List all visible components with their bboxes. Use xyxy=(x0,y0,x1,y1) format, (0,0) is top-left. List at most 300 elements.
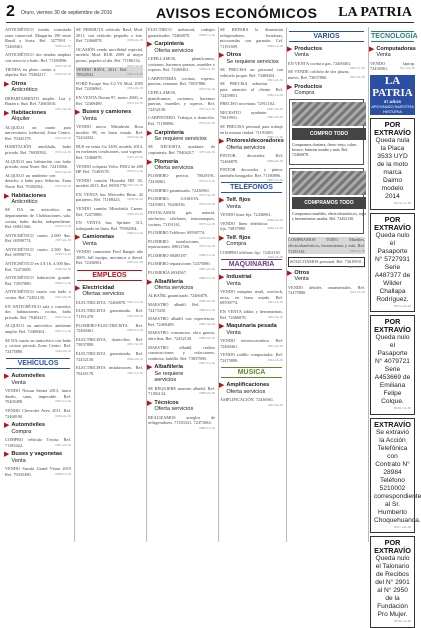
ad-code: 0963-2A-30 xyxy=(127,314,143,319)
ad-code: 1002-3A-30 xyxy=(267,314,283,319)
ad-code: 0993-3A-30 xyxy=(267,106,283,111)
ad-text: SOLICITAMOS personal. Ref. 73619931. xyxy=(290,259,363,265)
section-label xyxy=(11,81,37,94)
ad-code: 0999-1A-30 xyxy=(267,226,283,231)
ad-text: VENDO rodillo compactador. Ref. 72475880. xyxy=(220,352,283,363)
section-category: Productos xyxy=(294,83,323,90)
classified-ad xyxy=(76,144,143,161)
classified-ad xyxy=(76,27,143,44)
ad-text: PINTOR, decorador. Ref. 72466878. xyxy=(220,152,283,164)
ad-text: FORD Escape Sea 3.0 V6 Mod. 2005 Ref. 72436961. xyxy=(76,80,143,92)
ad-text: PRECISO secretaria. 72911102. xyxy=(220,101,276,107)
ad-text: VENDO Chevrolet Aveo 2011. Ref. 72468190. xyxy=(5,407,71,419)
section-heading xyxy=(287,84,366,97)
section-heading xyxy=(219,52,284,65)
ad-code: 1003-2A-30 xyxy=(267,343,283,348)
section-category: Industrial xyxy=(226,274,252,281)
ad-text: OCASIÓN vendo movilidad especial, modelo Mod. RUK 2009 al mejor postor, papeles al día. Ref. 71186134. xyxy=(76,46,143,63)
ad-code: 0933-1A-30 xyxy=(55,149,71,154)
classified-ad xyxy=(220,249,283,260)
classified-ad xyxy=(288,257,365,267)
ad-code: 0987-1A-30 xyxy=(199,361,215,366)
ad-photo-icon xyxy=(292,102,366,126)
category-header: MÚSICA xyxy=(221,367,282,378)
ad-code: 0971-1A-30 xyxy=(199,106,215,111)
ad-text: PLOMERO instalaciones, reparaciones. 69611566. xyxy=(148,238,200,250)
ad-text: EN ANTICRÉTICO sala y comedor, dos habitaciones, cocina, baño privado. Ref. 79404217. xyxy=(5,303,71,320)
ad-text: VENDO máquina textil, overlock, recta, en buen estado. Ref. 69590774. xyxy=(220,289,283,306)
photo-ad-headline: COMPRO TODO xyxy=(292,128,366,140)
section-category: Buses y camiones xyxy=(82,109,132,116)
column-4 xyxy=(218,27,284,542)
ad-code: 1001-1A-30 xyxy=(267,300,283,305)
notice-title: POR EXTRAVÍO xyxy=(374,214,411,232)
classified-ad xyxy=(220,123,283,140)
classified-ad xyxy=(5,408,71,419)
ad-text: SE DA cuarto en anticrético con baño y cocina privado Zona Centro. Ref. 72475880. xyxy=(5,337,71,354)
section-type: Oferta servicios xyxy=(154,406,194,413)
ad-code: 0949-2A-30 xyxy=(127,38,143,43)
classified-ad xyxy=(76,323,143,334)
section-category: Plomería xyxy=(154,158,179,165)
section-label xyxy=(154,364,199,383)
section-heading xyxy=(75,234,127,247)
section-heading xyxy=(147,279,199,292)
section-type: Oferta servicios xyxy=(226,144,266,151)
ad-text: VENDO Suzuki Grand Vitara 2010 Ref. 79435490. xyxy=(5,465,71,477)
section-label xyxy=(294,270,309,283)
classified-ad xyxy=(148,344,215,366)
classified-ad xyxy=(76,124,143,141)
ad-code: 0938-1A-30 xyxy=(55,252,71,257)
ad-text: ALBAÑIL garantizado. 72466878. xyxy=(148,293,209,299)
section-category: Habitaciones xyxy=(11,192,47,199)
classified-ad xyxy=(220,67,283,83)
classified-ad xyxy=(220,212,283,222)
section-type: Compra xyxy=(294,90,315,96)
classified-ad xyxy=(5,125,71,142)
category-header: EMPLEOS xyxy=(77,270,142,281)
classified-ad xyxy=(220,27,283,49)
ad-code: 0978-2A-30 xyxy=(199,235,215,240)
classified-ad xyxy=(76,249,143,266)
section-label xyxy=(294,84,322,97)
section-bullet-icon: ▶ xyxy=(287,45,293,53)
section-label xyxy=(82,285,124,298)
ad-text: PLOMERO garantizado. 72436961. xyxy=(148,187,211,193)
ad-code: 0935-2A-30 xyxy=(55,183,71,188)
section-type: Anticrético xyxy=(11,198,38,205)
section-heading xyxy=(4,451,72,464)
ad-text: PLOMERO 68485187. xyxy=(148,252,188,258)
notice-body: Queda nulo el Talonario de Recibos del N° 2901 al N° 2950 de la Fundación Pro Mujer. xyxy=(375,555,410,619)
ad-text: PLOMERO, GASISTA. 72459851, 76436536. xyxy=(148,196,200,207)
ad-code: 0998-2A-30 xyxy=(267,217,283,222)
ad-code: 0984-1A-30 xyxy=(199,307,215,312)
section-type: Se requiere servicios xyxy=(154,370,184,384)
ad-text: VENDO camioneta Ford Ranger año 2009, full equipo, mecánica a diesel. Ref. 72436961. xyxy=(76,249,143,266)
ad-text: ELECTRICISTA, domicilios. Ref. 73837880. xyxy=(76,336,143,348)
section-category: Técnicos xyxy=(154,399,179,406)
section-type: Se requiere servicios xyxy=(226,58,279,65)
ad-code: 0955-2A-30 xyxy=(127,154,143,159)
section-heading xyxy=(147,364,199,383)
ad-code: 0980-1A-30 xyxy=(199,252,215,257)
ad-code: 0953-1A-30 xyxy=(127,100,143,105)
section-label xyxy=(11,110,46,123)
section-bullet-icon: ▶ xyxy=(287,268,293,277)
ad-text: ELECTRICISTA instalaciones. Ref. 70445178. xyxy=(76,365,143,376)
ad-text: ALQUILO una habitación con baño privado, zona Norte. Ref. 72413866. xyxy=(5,158,71,170)
ad-code: 1010-1A-30 xyxy=(349,290,365,295)
ad-text: ANTICRÉTICO cuarto 2.500 $us. Ref. 69590774. xyxy=(5,246,71,258)
section-bullet-icon: ▶ xyxy=(287,82,293,91)
section-type: Venta xyxy=(226,203,241,210)
section-heading xyxy=(4,81,72,94)
section-heading xyxy=(147,41,216,54)
section-category: Amplificaciones xyxy=(226,382,270,389)
classified-ad xyxy=(5,144,71,155)
ad-text: VENDO línea telefónica fija. 73837880. xyxy=(220,220,268,232)
ad-text: EN VENTA Nissan 97, motor 2000, a. Ref. 72469489. xyxy=(76,94,143,106)
ad-code: 0967-1A-30 xyxy=(127,370,143,375)
section-label xyxy=(226,323,276,336)
classified-ad xyxy=(148,414,215,430)
ad-code: 0979-3A-30 xyxy=(199,244,215,249)
section-type: Venta xyxy=(11,379,26,386)
notice-code: 0915-2A-30 xyxy=(393,303,411,308)
section-type: Anticrético xyxy=(11,87,38,94)
section-heading xyxy=(4,422,72,435)
ad-text: VENDO Nissan Sentra 2013, único dueño, sano, impecable. Ref. 70405498. xyxy=(5,388,71,405)
column-6 xyxy=(368,27,421,624)
classified-ad xyxy=(148,56,215,73)
column-2 xyxy=(74,27,144,542)
section-heading xyxy=(219,382,284,395)
classified-ad xyxy=(220,153,283,164)
classified-ad xyxy=(76,164,143,175)
notice-body: Queda nula la Placa 3533 UYD de la moto marca Daimo modelo 2014 xyxy=(375,137,410,200)
ad-code: 0944-2A-30 xyxy=(55,348,71,353)
notice-body: Se extravió la Acción Telefónica con Contrato N° 28984 Teléfono 5210002 correspondiente al Sr. Humberto Choquehuanca. xyxy=(374,428,421,524)
section-bullet-icon: ▶ xyxy=(219,273,225,282)
ad-code: 0968-1A-30 xyxy=(199,32,215,37)
ad-text: VENDO RAV4, 2011. Ref. 70924541. xyxy=(76,66,128,78)
section-label xyxy=(154,130,206,143)
section-heading xyxy=(219,197,284,210)
section-label xyxy=(154,41,193,54)
section-category: Otros xyxy=(294,269,310,276)
section-bullet-icon: ▶ xyxy=(4,108,10,117)
ad-text: EN VENTA tablas y herramientas. Ref. 72466878. xyxy=(220,308,283,320)
section-label xyxy=(154,159,193,172)
ad-text: ELECTRICISTA. 72466878. xyxy=(76,299,127,305)
ad-code: 0964-1A-30 xyxy=(127,328,143,333)
classified-ad xyxy=(5,247,71,258)
section-type: Venta xyxy=(294,52,309,59)
ad-code: 0954-3A-30 xyxy=(127,135,143,140)
ad-text: SE PRECISA personal para trabajo en la misma ciudad. 71191609. xyxy=(220,123,283,135)
ad-code: 0992-1A-30 xyxy=(267,92,283,97)
ad-text: MAESTRO constructor, obra gruesa, obra fina. Ref. 72452130. xyxy=(148,330,215,342)
ad-code: 0950-3A-30 xyxy=(127,63,143,68)
classified-ad xyxy=(220,167,283,183)
ad-code: 0940-1A-30 xyxy=(55,280,71,285)
ad-text: EN VENTA bus Sprinter 313, trabajando en línea. Ref. 79392504. xyxy=(76,220,143,231)
notice-code: 0914-1A-30 xyxy=(393,201,411,205)
classified-ad xyxy=(148,144,215,155)
section-bullet-icon: ▶ xyxy=(147,128,153,137)
ad-text: COMPRO teléfono fijo. 72452130. xyxy=(220,249,281,255)
ad-text: ALQUILO un cuarto para universitario (señorita) Zona Centro. Ref. 70445178. xyxy=(5,124,71,141)
classified-ad xyxy=(148,75,215,91)
ad-code: 0951-1A-30 xyxy=(127,72,143,77)
ad-code: 0946-2A-30 xyxy=(55,413,71,418)
ad-text: PINTOR decorador y pintor, también fumigador. Ref. 71180896. xyxy=(220,167,283,178)
section-type: Venta xyxy=(226,329,241,336)
section-heading xyxy=(219,235,284,248)
ad-code: 0973-2A-30 xyxy=(199,149,215,154)
classified-ad xyxy=(370,61,415,72)
section-label xyxy=(154,279,193,292)
section-category: Carpintería xyxy=(154,41,184,48)
ad-code: 0977-1A-30 xyxy=(199,221,215,226)
ad-code: 0929-3A-30 xyxy=(55,63,71,68)
photo-ad xyxy=(289,168,364,234)
classified-ad xyxy=(220,338,283,349)
section-category: Albañilería xyxy=(154,364,183,371)
ad-code: 0991-2A-30 xyxy=(267,78,283,83)
ad-code: 0972-2A-30 xyxy=(199,120,215,125)
category-header: TELÉFONOS xyxy=(221,182,282,193)
ad-code: 0981-2A-30 xyxy=(199,267,215,272)
section-bullet-icon: ▶ xyxy=(219,51,225,60)
ad-text: INSTALAMOS gas natural, artefactos, calefones, termotanques, cocinas. 71191161. xyxy=(148,210,215,227)
section-type: Oferta servicios xyxy=(154,285,194,292)
ad-text: HABITACIÓN amoblada, baño privado. Ref. 76928392. xyxy=(5,144,71,155)
category-header: VARIOS xyxy=(289,31,364,42)
ad-text: REALIZAMOS arreglos de refrigeradores. 71183331, 72471684. xyxy=(148,414,215,426)
ad-text: ANTICRÉTICO cuarto con baño y cocina. Ref. 72452130. xyxy=(5,289,71,301)
classified-ad xyxy=(76,337,143,348)
classified-ad xyxy=(148,386,215,397)
section-label xyxy=(294,46,322,59)
ad-text: SE NECESITA ayudante de carpintería. Ref. 79404217. xyxy=(148,144,215,155)
section-bullet-icon: ▶ xyxy=(4,450,10,459)
section-label xyxy=(226,138,284,151)
page-date: Oruro, viernes 30 de septiembre de 2016 xyxy=(21,10,113,16)
column-3 xyxy=(146,27,216,542)
section-heading xyxy=(147,159,216,172)
ad-code: 0986-2A-30 xyxy=(199,336,215,341)
ad-text: PLOMERO precios. 70628191, 72436961. xyxy=(148,173,215,184)
section-type: Venta xyxy=(82,115,97,122)
banner-years: 97 AÑOS xyxy=(384,99,401,104)
section-category: Otros xyxy=(226,52,242,59)
ad-code: 0982-1A-30 xyxy=(199,275,215,280)
classified-ad xyxy=(5,323,71,334)
section-type: Venta xyxy=(294,276,309,283)
category-header: TECNOLOGÍA xyxy=(371,33,418,40)
section-bullet-icon: ▶ xyxy=(219,322,225,331)
ad-code: 0948-1A-30 xyxy=(55,471,71,476)
ad-code: 0969-2A-30 xyxy=(199,67,215,72)
ad-text: NECESITO ayudante. 73619931. xyxy=(220,109,268,121)
page-header xyxy=(6,3,414,23)
section-label xyxy=(11,422,45,435)
ad-code: 0945-1A-30 xyxy=(55,399,71,404)
section-title: AVISOS ECONÓMICOS xyxy=(156,5,318,21)
ad-code: 0975-3A-30 xyxy=(199,193,215,198)
ad-text: PLOMERO Teléfono: 69590774. xyxy=(148,230,206,236)
ad-code: 0976-2A-30 xyxy=(199,201,215,206)
classified-ad xyxy=(5,338,71,355)
ad-code: 0974-1A-30 xyxy=(199,178,215,183)
ad-code: 0997-1A-30 xyxy=(267,178,283,183)
classified-ad xyxy=(220,309,283,320)
ad-text: ANTICRÉTICO habitación grande. Ref. 73837880. xyxy=(5,275,71,286)
classified-ad xyxy=(148,330,215,341)
category-header: MAQUINARIA xyxy=(221,259,282,270)
section-category: Otros xyxy=(11,80,27,87)
ad-code: 1004-1A-30 xyxy=(267,357,283,362)
ad-text: COMPRAMOS TODO. Muebles, electrodomésticos, herramientas y más. Ref. 71191161. xyxy=(288,237,365,254)
ad-code: 0961-2A-30 xyxy=(127,260,143,265)
ad-code: 0947-2A-30 xyxy=(55,442,71,447)
ad-code: 0942-3A-30 xyxy=(55,314,71,319)
ad-text: VENDO retroexcavadora. Ref. 72469461. xyxy=(220,337,283,349)
ad-code: 1007-2A-30 xyxy=(349,75,365,79)
section-category: Habitaciones xyxy=(11,109,47,116)
section-category: Telf. fijos xyxy=(226,197,251,204)
section-category: Maquinaria pesada xyxy=(226,323,277,330)
classified-ad xyxy=(76,178,143,189)
classified-ad xyxy=(5,95,71,111)
ad-code: 0962-1A-30 xyxy=(127,299,143,304)
ad-text: VENDO micro Mitsubishi Rosa modelo 98, en buen estado. Ref. 72434432. xyxy=(76,123,143,141)
ad-text: SE PRECISA un personal con vehículo propio. Ref. 72469461. xyxy=(220,67,283,78)
ad-text: SE PERMUTA vehículo Rav4 Mod. 2011, con vehículo pequeño o lote. Ref. 72466878. xyxy=(76,27,143,44)
photo-ad-text: Compramos chatarra, fierro viejo, cobre, bronce, baterías usadas y más. Ref. 72466878. xyxy=(292,142,358,158)
ad-text: PLOMERO reparaciones 72475880. xyxy=(148,261,211,267)
section-label xyxy=(154,400,193,413)
classified-ad xyxy=(5,207,71,229)
ad-text: VENDO camión Hyundai HD 65, modelo 2013. Ref. 69591770. xyxy=(76,177,143,189)
section-label xyxy=(226,235,250,248)
section-heading xyxy=(369,46,416,59)
ad-text: VENDO volqueta Volvo FM12 de 400 HP. Ref. 72465578. xyxy=(76,163,143,175)
classified-ad xyxy=(288,237,365,254)
section-category: Buses y vagonetas xyxy=(11,451,63,458)
classified-ad xyxy=(5,304,71,321)
ad-text: MAESTRO albañil. Ref. 72473350. xyxy=(148,302,200,313)
ad-code: 0934-3A-30 xyxy=(55,169,71,174)
ad-code: 1006-1A-30 xyxy=(349,66,365,71)
ad-code: 0939-3A-30 xyxy=(55,266,71,271)
section-category: Camionetas xyxy=(82,234,115,241)
ad-photo-icon xyxy=(292,171,366,195)
ad-text: TIENDA en pleno centro a alquilar. Ref. 79404217. xyxy=(5,66,56,78)
ad-code: 0956-1A-30 xyxy=(127,169,143,174)
classified-ad xyxy=(5,52,71,68)
ad-code: 0932-2A-30 xyxy=(55,135,71,140)
classified-ad xyxy=(220,397,283,407)
classified-ad xyxy=(5,27,71,49)
notice-body: Queda nulo el Pasaporte N° 5727931 Serie A487377 de Wilder Challapa Rodríguez. xyxy=(374,231,411,303)
section-bullet-icon: ▶ xyxy=(219,196,225,205)
classified-ad xyxy=(76,365,143,376)
ad-text: BUS en venta Go 3300, modelo 2014, en exelentes condiciones, soat vigente. Ref. 72466878. xyxy=(76,143,143,160)
section-bullet-icon: ▶ xyxy=(4,191,10,200)
classified-ad xyxy=(148,230,215,240)
section-category: Pintores/decoradores xyxy=(226,138,284,145)
section-bullet-icon: ▶ xyxy=(4,421,10,430)
section-category: Productos xyxy=(294,46,323,52)
section-label xyxy=(11,193,46,206)
ad-code: 0958-3A-30 xyxy=(127,197,143,202)
section-bullet-icon: ▶ xyxy=(369,45,375,53)
classified-ad xyxy=(288,285,365,296)
column-5 xyxy=(286,27,366,542)
classified-ad xyxy=(148,90,215,112)
ad-code: 0960-1A-30 xyxy=(127,231,143,236)
section-heading xyxy=(219,274,284,287)
section-heading xyxy=(4,373,72,386)
ad-code: 0931-4A-30 xyxy=(55,106,71,111)
ad-code: 1008-1A-30 xyxy=(349,248,365,253)
ad-text: SE DA en anticrético un departamento de 3 habitaciones, sala, cocina, baño, ducha, independiente. Ref. 69611566. xyxy=(5,207,71,230)
section-heading xyxy=(287,46,366,59)
ad-text: CEPILLAMOS, planificamos, cortamos, hacemos puertas, muebles y roperos. Ref. 72452130. xyxy=(148,89,215,112)
classified-ad xyxy=(5,466,71,477)
section-label xyxy=(11,451,62,464)
section-type: Alquiler xyxy=(11,116,31,123)
banner-title: LA PATRIA xyxy=(372,75,413,99)
section-type: Venta xyxy=(11,457,26,464)
classified-ad xyxy=(148,253,215,259)
section-label xyxy=(11,373,45,386)
classified-ad xyxy=(148,115,215,126)
classified-ad xyxy=(76,206,143,217)
classified-ad xyxy=(76,220,143,236)
section-heading xyxy=(4,110,55,123)
ad-text: SE REQUIERE maestro albañil. Ref. 71186134. xyxy=(148,385,215,397)
classified-ad xyxy=(148,293,215,304)
ad-code: 0985-3A-30 xyxy=(199,321,215,326)
classified-ad xyxy=(76,351,143,362)
section-heading xyxy=(219,323,284,336)
section-type: Oferta servicios xyxy=(154,47,194,54)
ad-code: 0988-2A-30 xyxy=(199,391,215,396)
category-header: VEHÍCULOS xyxy=(6,358,70,369)
lost-item-notice xyxy=(370,536,415,628)
section-category: Albañilería xyxy=(154,278,183,285)
ad-code: 0970-3A-30 xyxy=(199,86,215,91)
ad-code: 0928-1A-30 xyxy=(55,43,71,48)
classified-ad xyxy=(76,46,143,68)
section-type: Ofertas servicios xyxy=(82,291,125,298)
ad-code: 1011-2A-30 xyxy=(399,66,415,71)
ad-code: 0995-1A-30 xyxy=(267,135,283,140)
ad-code: 0990-1A-30 xyxy=(267,43,283,48)
ad-code: 0941-2A-30 xyxy=(55,295,71,300)
notice-body: Queda nulo el Pasaporte N° 4079721 Serie A453669 de Emiliana Felipe Colque. xyxy=(374,334,411,406)
column-1 xyxy=(4,27,72,542)
classified-ad xyxy=(148,173,215,184)
section-category: Electricidad xyxy=(82,285,115,292)
classified-ad xyxy=(5,388,71,405)
classified-ad xyxy=(5,261,71,272)
